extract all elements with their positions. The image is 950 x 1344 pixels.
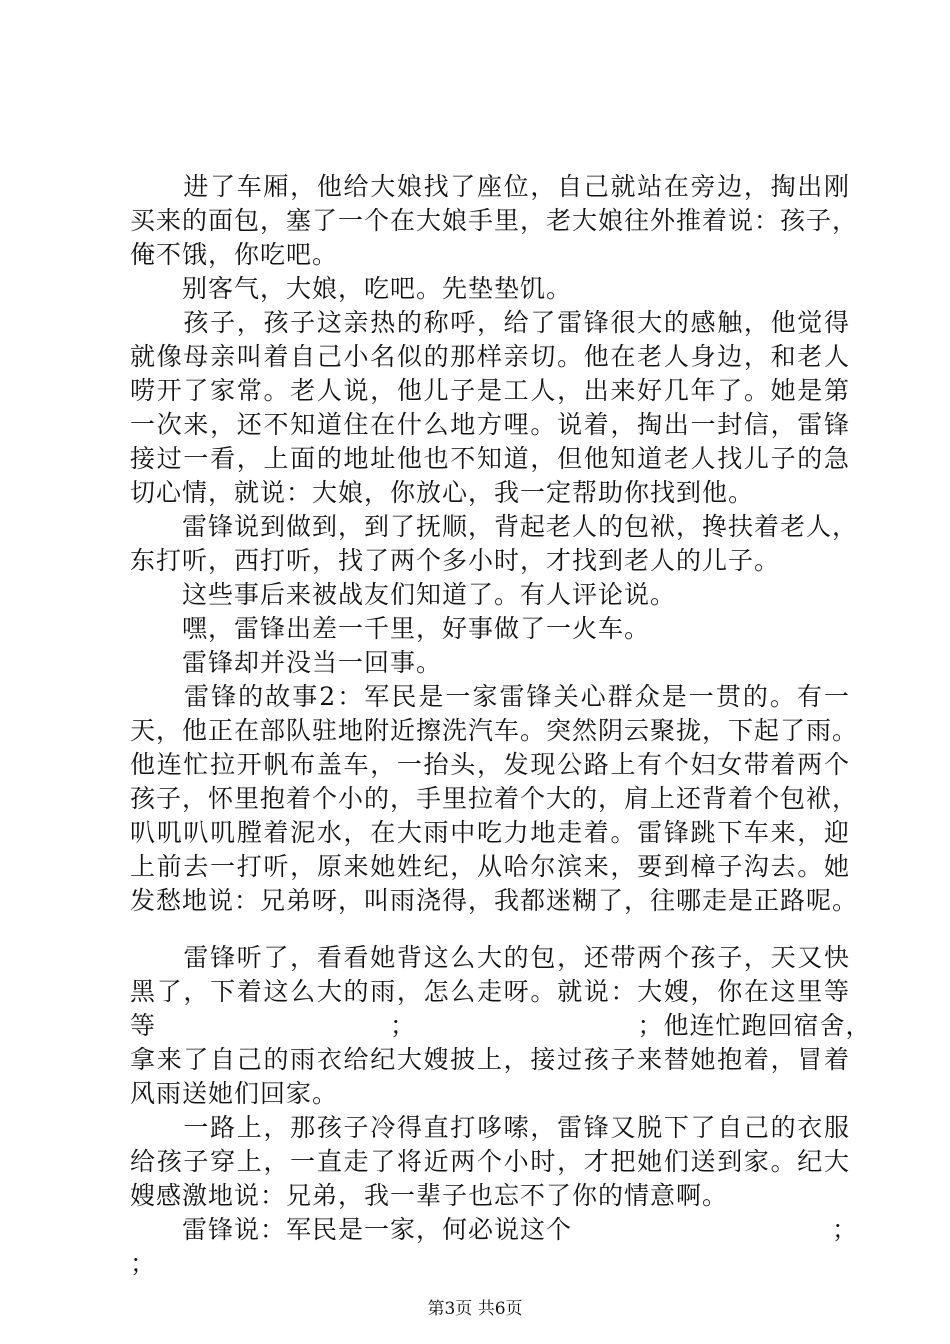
text-line: 上前去一打听，原来她姓纪，从哈尔滨来，要到樟子沟去。她 (130, 852, 850, 881)
text-line: 进了车厢，他给大娘找了座位，自己就站在旁边，掏出刚 (130, 172, 850, 201)
text-line: 别客气，大娘，吃吧。先垫垫饥。 (130, 274, 573, 303)
text-line: 一次来，还不知道住在什么地方哩。说着，掏出一封信，雷锋 (130, 410, 850, 439)
text-line: 叭叽叭叽膛着泥水，在大雨中吃力地走着。雷锋跳下车来，迎 (130, 818, 850, 847)
text-line: 孩子，怀里抱着个小的，手里拉着个大的，肩上还背着个包袱， (130, 784, 859, 813)
page-number-footer: 第3页 共6页 (427, 1299, 523, 1319)
text-line: 发愁地说：兄弟呀，叫雨浇得，我都迷糊了，往哪走是正路呢。 (130, 886, 859, 915)
text-line: 天，他正在部队驻地附近擦洗汽车。突然阴云聚拢，下起了雨。 (130, 716, 859, 745)
text-line: 一路上，那孩子冷得直打哆嗦，雷锋又脱下了自己的衣服 (130, 1113, 850, 1142)
text-line: 风雨送她们回家。 (130, 1079, 339, 1108)
text-line: 拿来了自己的雨衣给纪大嫂披上，接过孩子来替她抱着，冒着 (130, 1045, 850, 1074)
text-line: 这些事后来被战友们知道了。有人评论说。 (130, 580, 677, 609)
text-line: 俺不饿，你吃吧。 (130, 240, 339, 269)
text-line: 雷锋的故事2：军民是一家雷锋关心群众是一贯的。有一 (130, 682, 850, 711)
text-line: 东打听，西打听，找了两个多小时，才找到老人的儿子。 (130, 546, 781, 575)
text-line: 唠开了家常。老人说，他儿子是工人，出来好几年了。她是第 (130, 376, 850, 405)
text-line: 嘿，雷锋出差一千里，好事做了一火车。 (130, 614, 651, 643)
text-line: 接过一看，上面的地址他也不知道，但他知道老人找儿子的急 (130, 444, 850, 473)
text-line: 给孩子穿上，一直走了将近两个小时，才把她们送到家。纪大 (130, 1147, 850, 1176)
text-line: 雷锋却并没当一回事。 (130, 648, 443, 677)
text-line: 雷锋说：军民是一家，何必说这个 ； (130, 1215, 859, 1244)
text-line: 买来的面包，塞了一个在大娘手里，老大娘往外推着说：孩子， (130, 206, 859, 235)
text-line: 就像母亲叫着自己小名似的那样亲切。他在老人身边，和老人 (130, 342, 850, 371)
text-line: 黑了，下着这么大的雨，怎么走呀。就说：大嫂，你在这里等 (130, 977, 850, 1006)
text-line: 切心情，就说：大娘，你放心，我一定帮助你找到他。 (130, 478, 755, 507)
text-line: 等 ； ；他连忙跑回宿舍， (130, 1011, 872, 1040)
text-line: 雷锋说到做到，到了抚顺，背起老人的包袱，搀扶着老人， (130, 512, 859, 541)
text-line: 雷锋听了，看看她背这么大的包，还带两个孩子，天又快 (130, 943, 850, 972)
text-line: 嫂感激地说：兄弟，我一辈子也忘不了你的情意啊。 (130, 1181, 729, 1210)
text-line: 孩子，孩子这亲热的称呼，给了雷锋很大的感触，他觉得 (130, 308, 850, 337)
text-line: ； (130, 1249, 157, 1278)
text-line: 他连忙拉开帆布盖车，一抬头，发现公路上有个妇女带着两个 (130, 750, 850, 779)
